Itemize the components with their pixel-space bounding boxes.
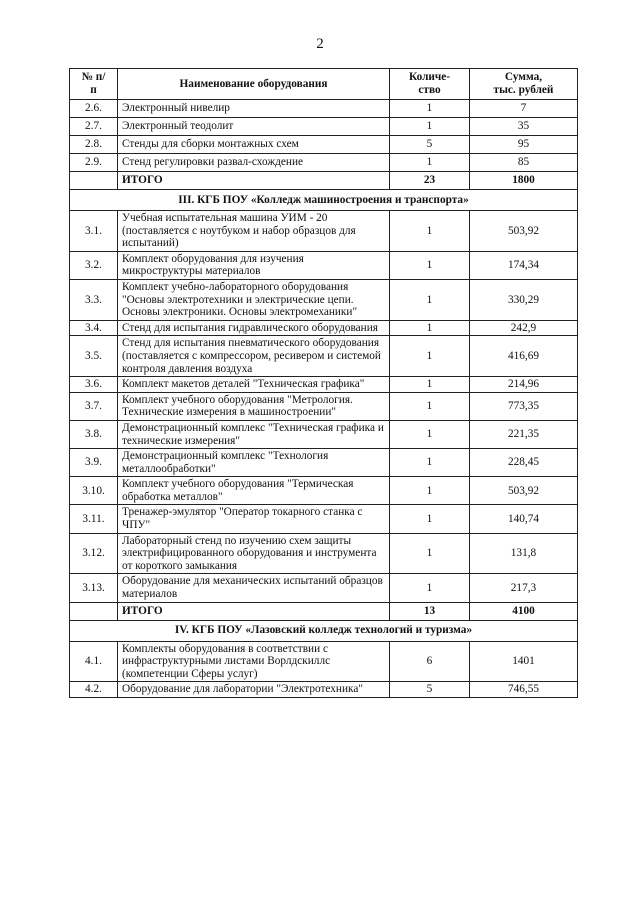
row-name: Демонстрационный комплекс "Техническая графика и технические измерения" — [118, 420, 390, 448]
header-qty: Количе- ство — [390, 69, 470, 100]
row-name: Комплект учебного оборудования "Термическая обработка металлов" — [118, 477, 390, 505]
equipment-table — [69, 68, 578, 698]
row-sum: 773,35 — [470, 392, 578, 420]
page-number: 2 — [316, 36, 324, 52]
row-qty: 1 — [390, 320, 470, 336]
row-num: 3.7. — [70, 392, 118, 420]
row-sum: 330,29 — [470, 279, 578, 320]
row-sum: 1401 — [470, 641, 578, 682]
row-name: Электронный теодолит — [118, 118, 390, 136]
total-label: ИТОГО — [118, 602, 390, 620]
table-row — [70, 100, 578, 118]
table-row — [70, 136, 578, 154]
header-name: Наименование оборудования — [118, 69, 390, 100]
total-row — [70, 172, 578, 190]
row-name: Электронный нивелир — [118, 100, 390, 118]
row-num: 3.3. — [70, 279, 118, 320]
row-qty: 5 — [390, 682, 470, 698]
table-row — [70, 377, 578, 393]
row-num: 3.6. — [70, 377, 118, 393]
row-qty: 1 — [390, 392, 470, 420]
row-qty: 1 — [390, 336, 470, 377]
row-qty: 1 — [390, 251, 470, 279]
row-num: 2.6. — [70, 100, 118, 118]
row-name: Стенд для испытания пневматического оборудования (поставляется с компрессором, ресивером и системой контроля давления воздуха — [118, 336, 390, 377]
row-sum: 131,8 — [470, 533, 578, 574]
row-num: 3.1. — [70, 211, 118, 252]
row-num: 4.2. — [70, 682, 118, 698]
row-num: 3.5. — [70, 336, 118, 377]
row-qty: 1 — [390, 154, 470, 172]
table-row — [70, 682, 578, 698]
row-name: Стенды для сборки монтажных схем — [118, 136, 390, 154]
total-label: ИТОГО — [118, 172, 390, 190]
row-name: Лабораторный стенд по изучению схем защиты электрифицированного оборудования и инструмента от короткого замыкания — [118, 533, 390, 574]
row-num: 3.8. — [70, 420, 118, 448]
table-row — [70, 118, 578, 136]
row-name: Оборудование для механических испытаний образцов материалов — [118, 574, 390, 602]
row-num: 2.9. — [70, 154, 118, 172]
row-name: Комплект учебно-лабораторного оборудования "Основы электротехники и электрические цепи. Основы электроники. Основы электромеханики" — [118, 279, 390, 320]
row-num: 4.1. — [70, 641, 118, 682]
row-name: Комплект оборудования для изучения микроструктуры материалов — [118, 251, 390, 279]
section-header-row — [70, 620, 578, 641]
total-num-cell — [70, 602, 118, 620]
row-qty: 6 — [390, 641, 470, 682]
row-sum: 416,69 — [470, 336, 578, 377]
table-row — [70, 449, 578, 477]
header-sum: Сумма, тыс. рублей — [470, 69, 578, 100]
row-qty: 1 — [390, 377, 470, 393]
table-row — [70, 211, 578, 252]
row-name: Комплекты оборудования в соответствии с инфраструктурными листами Ворлдскиллс (компетенции Сферы услуг) — [118, 641, 390, 682]
table-row — [70, 420, 578, 448]
table-row — [70, 505, 578, 533]
row-sum: 35 — [470, 118, 578, 136]
row-qty: 1 — [390, 477, 470, 505]
row-num: 3.4. — [70, 320, 118, 336]
table-row — [70, 320, 578, 336]
row-sum: 228,45 — [470, 449, 578, 477]
row-num: 3.2. — [70, 251, 118, 279]
total-qty: 23 — [390, 172, 470, 190]
row-num: 3.11. — [70, 505, 118, 533]
row-qty: 1 — [390, 449, 470, 477]
row-name: Оборудование для лаборатории "Электротехника" — [118, 682, 390, 698]
total-num-cell — [70, 172, 118, 190]
row-name: Комплект учебного оборудования "Метрология. Технические измерения в машиностроении" — [118, 392, 390, 420]
row-qty: 5 — [390, 136, 470, 154]
row-name: Тренажер-эмулятор "Оператор токарного станка с ЧПУ" — [118, 505, 390, 533]
row-qty: 1 — [390, 100, 470, 118]
total-sum: 4100 — [470, 602, 578, 620]
row-qty: 1 — [390, 279, 470, 320]
total-sum: 1800 — [470, 172, 578, 190]
row-name: Комплект макетов деталей "Техническая графика" — [118, 377, 390, 393]
row-sum: 95 — [470, 136, 578, 154]
table-row — [70, 279, 578, 320]
row-qty: 1 — [390, 574, 470, 602]
row-name: Демонстрационный комплекс "Технология металлообработки" — [118, 449, 390, 477]
row-name: Стенд регулировки развал-схождение — [118, 154, 390, 172]
row-sum: 140,74 — [470, 505, 578, 533]
row-num: 3.10. — [70, 477, 118, 505]
section-header-row — [70, 190, 578, 211]
row-num: 3.12. — [70, 533, 118, 574]
table-row — [70, 574, 578, 602]
row-sum: 746,55 — [470, 682, 578, 698]
table-row — [70, 336, 578, 377]
row-num: 3.13. — [70, 574, 118, 602]
row-sum: 221,35 — [470, 420, 578, 448]
row-name: Учебная испытательная машина УИМ - 20 (поставляется с ноутбуком и набор образцов для испытаний) — [118, 211, 390, 252]
row-sum: 503,92 — [470, 211, 578, 252]
row-num: 2.7. — [70, 118, 118, 136]
section-title: III. КГБ ПОУ «Колледж машиностроения и транспорта» — [70, 190, 578, 211]
row-sum: 174,34 — [470, 251, 578, 279]
row-sum: 503,92 — [470, 477, 578, 505]
table-header-row — [70, 69, 578, 100]
row-qty: 1 — [390, 505, 470, 533]
total-qty: 13 — [390, 602, 470, 620]
row-qty: 1 — [390, 420, 470, 448]
total-row — [70, 602, 578, 620]
row-name: Стенд для испытания гидравлического оборудования — [118, 320, 390, 336]
row-num: 2.8. — [70, 136, 118, 154]
row-qty: 1 — [390, 211, 470, 252]
row-sum: 217,3 — [470, 574, 578, 602]
table-row — [70, 392, 578, 420]
header-num: № п/ п — [70, 69, 118, 100]
row-sum: 85 — [470, 154, 578, 172]
row-sum: 7 — [470, 100, 578, 118]
row-qty: 1 — [390, 118, 470, 136]
section-title: IV. КГБ ПОУ «Лазовский колледж технологий и туризма» — [70, 620, 578, 641]
row-sum: 242,9 — [470, 320, 578, 336]
row-qty: 1 — [390, 533, 470, 574]
table-row — [70, 477, 578, 505]
table-row — [70, 251, 578, 279]
table-row — [70, 533, 578, 574]
row-sum: 214,96 — [470, 377, 578, 393]
table-row — [70, 641, 578, 682]
table-row — [70, 154, 578, 172]
row-num: 3.9. — [70, 449, 118, 477]
